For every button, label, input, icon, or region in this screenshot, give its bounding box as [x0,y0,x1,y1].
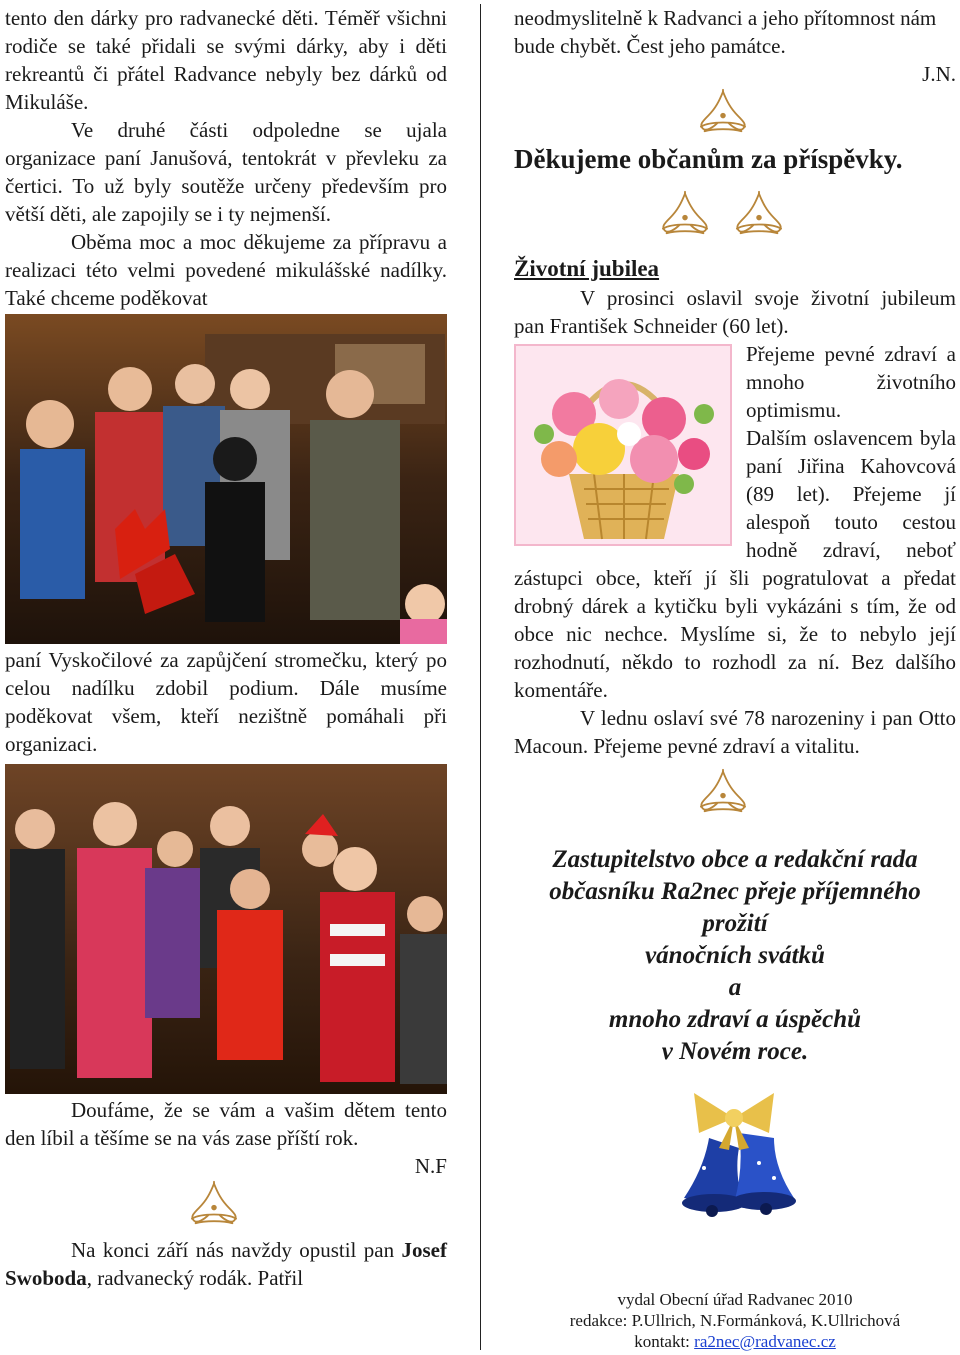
wish-line: prožití [702,910,768,937]
paragraph-tree-thanks: paní Vyskočilové za zapůjčení stromečku, který po celou nadílku zdobil podium. Dále musíme poděkovat všem, kteří nezištně pomáhali při organizaci. [5,648,447,756]
paragraph-jubilee-schneider: V prosinci oslavil svoje životní jubileum pan František Schneider (60 let). [514,286,956,338]
ornament-icon [694,768,752,814]
signature-nf: N.F [414,1154,447,1178]
flower-basket-image [514,344,732,546]
paragraph-jubilee-kahovcova: Dalším oslavencem byla paní Jiřina Kahovcová (89 let). Přejeme jí alespoň touto cestou hodně zdraví, neboť zástupci obce, kteří jí šli pogratulovat a předat drobný dárek a kytičku byli vykázáni s tím, že od obce nic nechce. Myslíme si, že to nebylo její rozhodnutí, někdo to rozhodl za ní. Bez dalšího komentáře. [514,426,956,702]
jubilee-heading: Životní jubilea [514,256,660,281]
wish-line: a [728,974,742,1001]
contact-label: kontakt: [634,1332,695,1351]
christmas-bells-icon [664,1078,804,1228]
footer-contact [514,1331,956,1352]
wish-line: v Novém roce. [661,1038,809,1065]
right-column [514,0,956,1228]
wish-line: vánočních svátků [645,942,825,969]
paragraph-gifts: tento den dárky pro radvanecké děti. Téměř všichni rodiče se také přidali se svými dárky, aby i děti rekreantů či přátel Radvance nebyly bez dárků od Mikuláše. [5,6,447,114]
obituary-name: Josef Swoboda [5,1238,447,1290]
jubilee-block [514,340,956,704]
ornament-icon [730,190,788,236]
paragraph-obituary [5,1236,447,1292]
footer-publisher: vydal Obecní úřad Radvanec 2010 [617,1290,853,1309]
paragraph-hope: Doufáme, že se vám a vašim dětem tento den líbil a těšíme se na vás zase příští rok. [5,1098,447,1150]
signature-jn: J.N. [922,62,956,86]
obituary-text-end: , radvanecký rodák. Patřil [86,1266,304,1290]
obituary-text-start: Na konci září nás navždy opustil pan [71,1238,402,1262]
thanks-heading: Děkujeme občanům za příspěvky. [514,144,903,174]
paragraph-obituary-continued: neodmyslitelně k Radvanci a jeho přítomnost nám bude chybět. Čest jeho památce. [514,6,937,58]
photo-children-with-devil [5,314,447,644]
wish-line: mnoho zdraví a úspěchů [608,1006,862,1033]
paragraph-jubilee-macoun: V lednu oslaví své 78 narozeniny i pan Otto Macoun. Přejeme pevné zdraví a vitalitu. [514,706,956,758]
ornament-icon [185,1180,243,1226]
ornament-icon [694,88,752,134]
left-column [5,0,447,1292]
christmas-wish [514,844,956,1068]
paragraph-thanks: Oběma moc a moc děkujeme za přípravu a realizaci této velmi povedené mikulášské nadílky. Také chceme poděkovat [5,230,447,310]
footer-editors: redakce: P.Ullrich, N.Formánková, K.Ullrichová [569,1311,901,1330]
contact-email-link[interactable]: ra2nec@radvanec.cz [694,1332,836,1351]
footer [514,1289,956,1352]
photo-children-party [5,764,447,1094]
ornament-pair [514,182,956,244]
paragraph-second-part: Ve druhé části odpoledne se ujala organizace paní Janušová, tentokrát v převleku za čertici. To už byly soutěže určeny především pro větší děti, ale zapojily se i ty nejmenší. [5,118,447,226]
column-divider [480,4,481,1350]
wish-line: občasníku Ra2nec přeje příjemného [549,878,921,905]
wish-line: Zastupitelstvo obce a redakční rada [552,846,918,873]
ornament-icon [656,190,714,236]
paragraph-wish-health: Přejeme pevné zdraví a mnoho životního optimismu. [746,342,956,422]
